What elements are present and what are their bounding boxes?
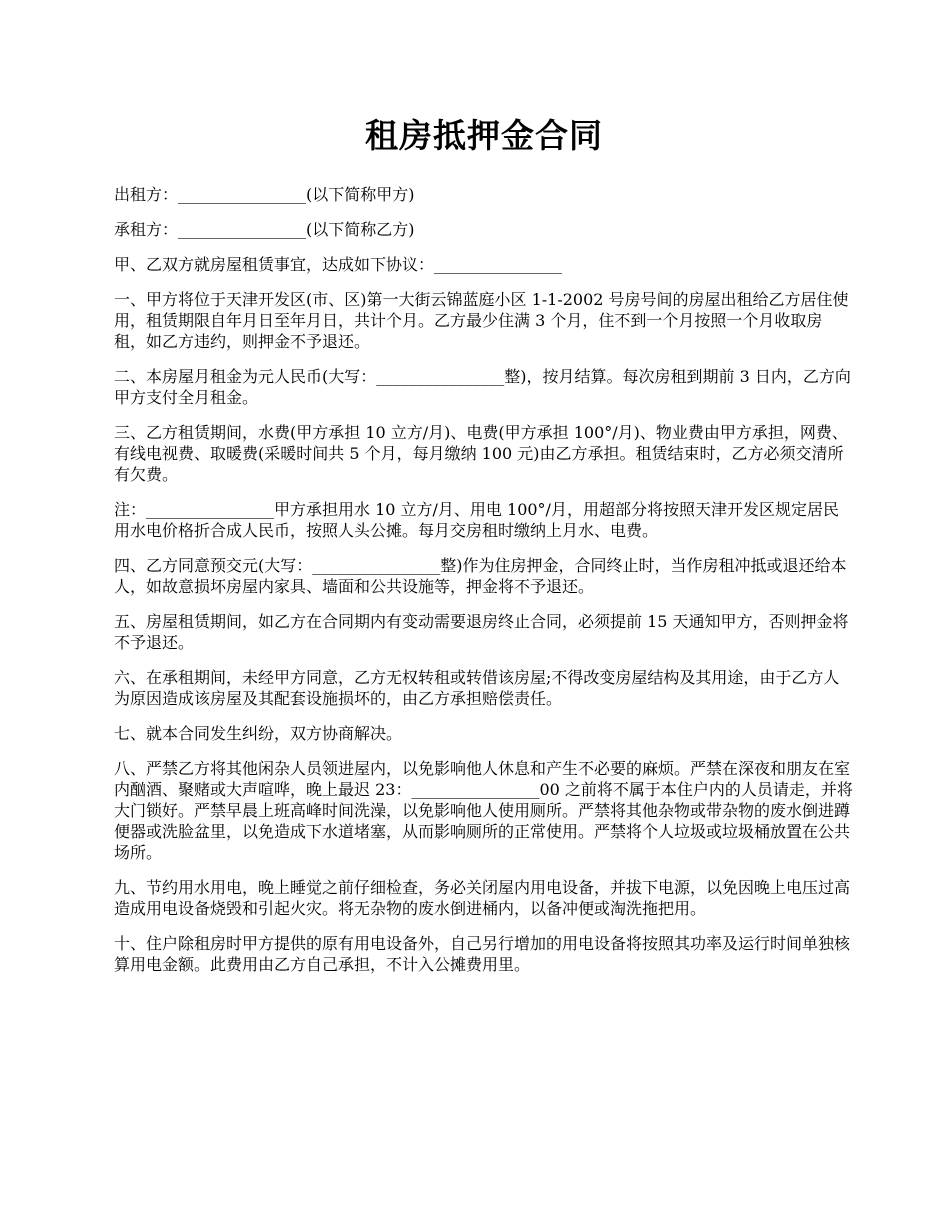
paragraph-lessor: 出租方：________________(以下简称甲方)	[114, 185, 415, 204]
clause-2: 二、本房屋月租金为元人民币(大写：________________整)，按月结算。每次房租到期前 3 日内，乙方向甲方支付全月租金。	[114, 367, 851, 407]
document-title: 租房抵押金合同	[365, 116, 603, 155]
paragraph-lessee: 承租方：________________(以下简称乙方)	[114, 220, 415, 239]
clause-5: 五、房屋租赁期间，如乙方在合同期内有变动需要退房终止合同，必须提前 15 天通知甲方，否则押金将不予退还。	[114, 612, 849, 652]
clause-3: 三、乙方租赁期间，水费(甲方承担 10 立方/月)、电费(甲方承担 100°/月)、物业费由甲方承担，网费、有线电视费、取暖费(采暖时间共 5 个月，每月缴纳 100 元)由乙方承担。租赁结束时，乙方必须交清所有欠费。	[114, 423, 848, 484]
paragraph-agreement-intro: 甲、乙双方就房屋租赁事宜，达成如下协议：________________	[114, 255, 563, 274]
clause-6: 六、在承租期间，未经甲方同意，乙方无权转租或转借该房屋;不得改变房屋结构及其用途，由于乙方人为原因造成该房屋及其配套设施损坏的，由乙方承担赔偿责任。	[114, 668, 840, 708]
clause-10: 十、住户除租房时甲方提供的原有用电设备外，自己另行增加的用电设备将按照其功率及运行时间单独核算用电金额。此费用由乙方自己承担，不计入公摊费用里。	[114, 934, 851, 974]
note-paragraph: 注：________________甲方承担用水 10 立方/月、用电 100°/月，用超部分将按照天津开发区规定居民用水电价格折合成人民币，按照人头公摊。每月交房租时缴纳上月水、电费。	[114, 500, 839, 540]
document-page	[114, 112, 854, 989]
clause-7: 七、就本合同发生纠纷，双方协商解决。	[114, 724, 403, 743]
clause-4: 四、乙方同意预交元(大写：________________整)作为住房押金，合同终止时，当作房租冲抵或退还给本人，如故意损坏房屋内家具、墙面和公共设施等，押金将不予退还。	[114, 556, 847, 596]
clause-9: 九、节约用水用电，晚上睡觉之前仔细检查，务必关闭屋内用电设备，并拔下电源，以免因晚上电压过高造成用电设备烧毁和引起火灾。将无杂物的废水倒进桶内，以备冲便或淘洗拖把用。	[114, 878, 851, 918]
clause-8: 八、严禁乙方将其他闲杂人员领进屋内，以免影响他人休息和产生不必要的麻烦。严禁在深夜和朋友在室内酗酒、聚赌或大声喧哗，晚上最迟 23：________________00 之前将不属于本住户内的人员请走，并将大门锁好。严禁早晨上班高峰时间洗澡，以免影响他人使用厕所。严禁将其他杂物或带杂物的废水倒进蹲便器或洗脸盆里，以免造成下水道堵塞，从而影响厕所的正常使用。严禁将个人垃圾或垃圾桶放置在公共场所。	[114, 759, 853, 862]
clause-1: 一、甲方将位于天津开发区(市、区)第一大街云锦蓝庭小区 1-1-2002 号房号间的房屋出租给乙方居住使用，租赁期限自年月日至年月日，共计个月。乙方最少住满 3 个月，住不到一个月按照一个月收取房租，如乙方违约，则押金不予退还。	[114, 290, 849, 351]
